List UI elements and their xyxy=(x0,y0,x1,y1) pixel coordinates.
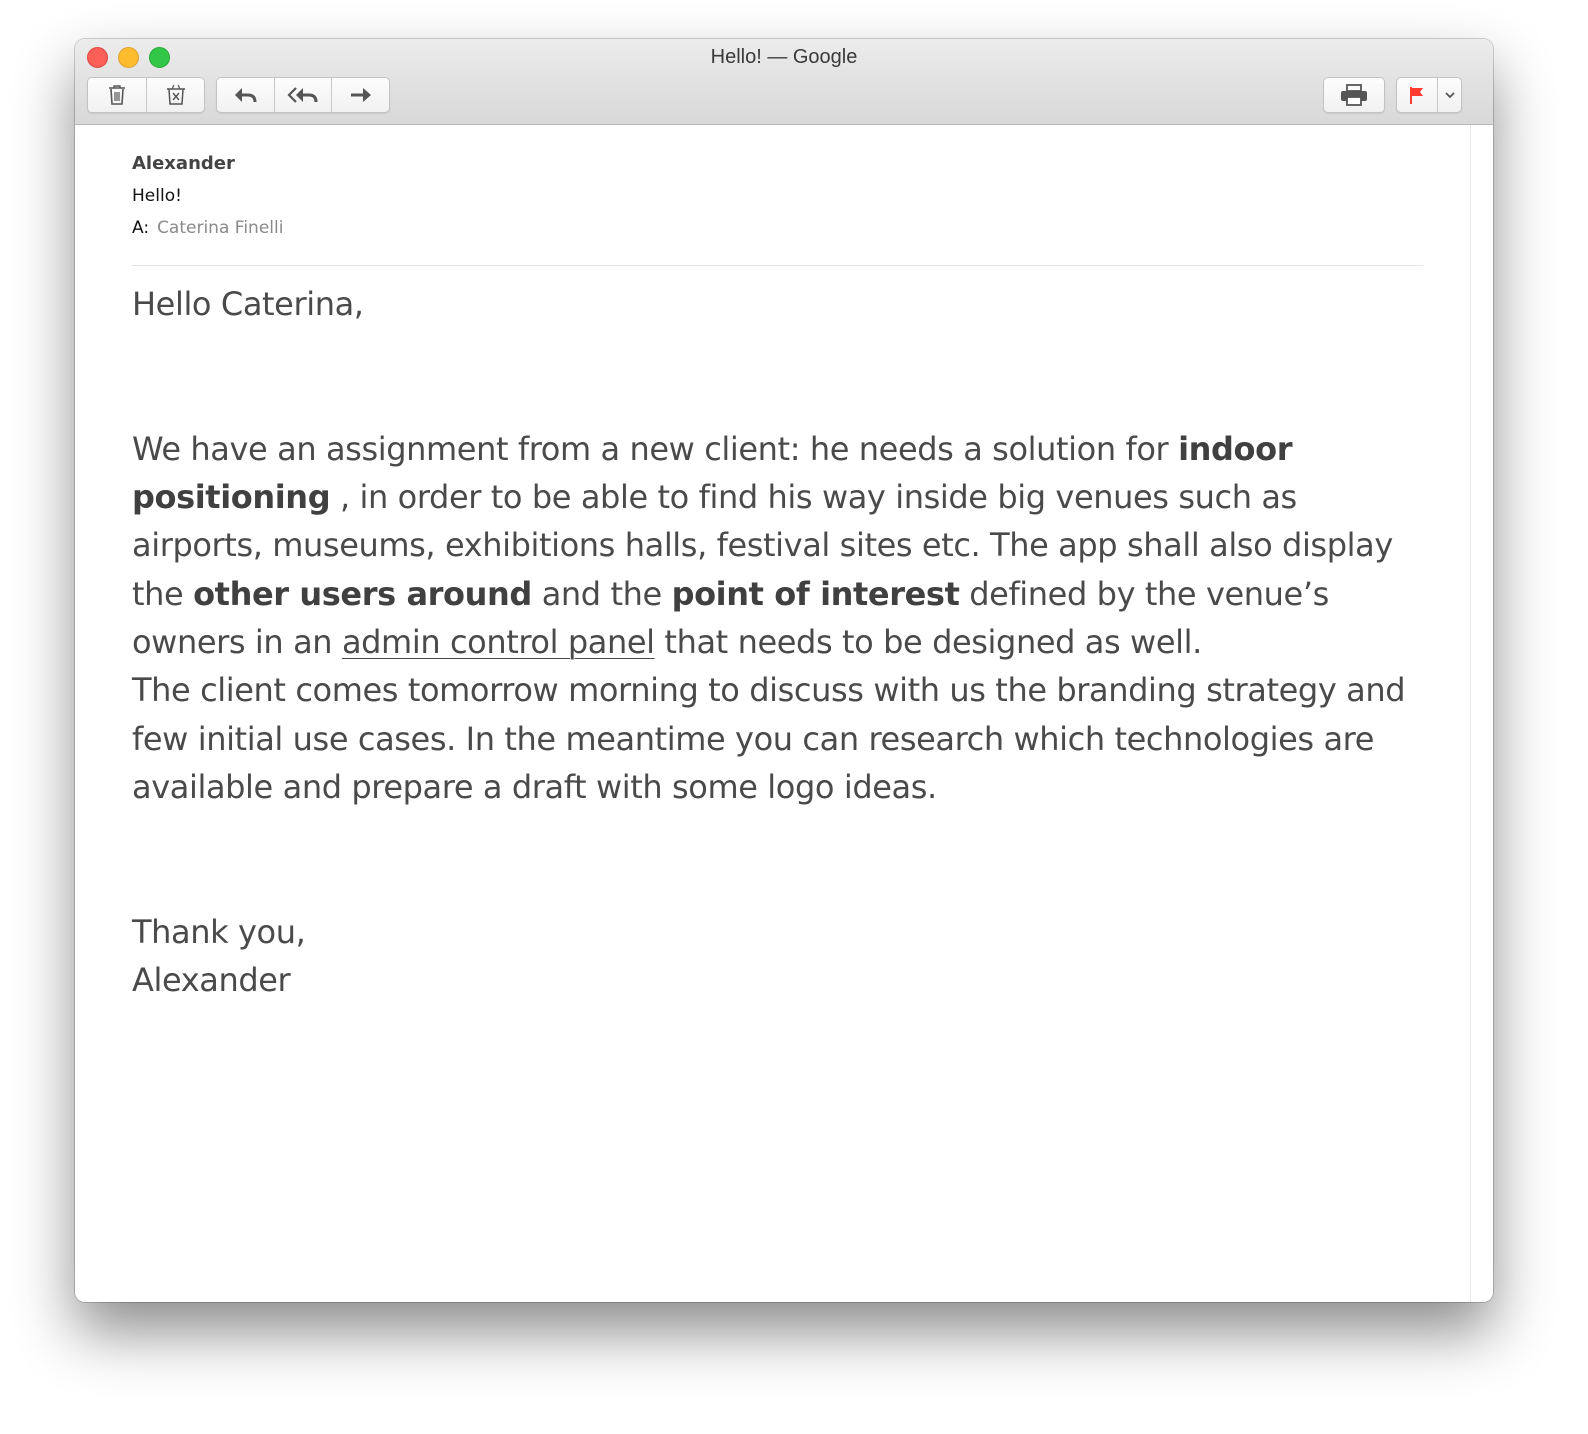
body-paragraph-2: The client comes tomorrow morning to discuss with us the branding strategy and few initial use cases. In the meantime you can research which technologies are available and prepare a draft with some logo ideas. xyxy=(132,671,1406,806)
header-divider xyxy=(132,265,1423,266)
forward-button[interactable] xyxy=(332,78,389,112)
junk-button[interactable] xyxy=(147,78,204,112)
flag-group xyxy=(1396,77,1462,113)
forward-icon xyxy=(348,85,374,105)
recipient-row xyxy=(132,218,283,238)
message-body xyxy=(132,280,1412,1004)
emphasis-indoor-positioning: indoor positioning xyxy=(132,429,1293,517)
reply-icon xyxy=(232,85,258,105)
trash-icon xyxy=(106,83,128,107)
greeting: Hello Caterina, xyxy=(132,285,364,323)
mail-window xyxy=(75,39,1493,1302)
print-group xyxy=(1323,77,1385,113)
body-text: We have an assignment from a new client: he needs a solution for xyxy=(132,429,1179,468)
title-bar[interactable] xyxy=(75,39,1493,125)
printer-icon xyxy=(1339,83,1369,107)
flag-button[interactable] xyxy=(1397,78,1438,112)
body-text: , in order to be able to find his way inside big venues such as airports, museums, exhibitions halls, festival sites etc. The app shall also display the xyxy=(132,478,1393,613)
to-label: A: xyxy=(132,218,150,238)
sender-name: Alexander xyxy=(132,153,235,174)
flag-menu-button[interactable] xyxy=(1438,78,1461,112)
delete-junk-group xyxy=(87,77,205,113)
message-view xyxy=(75,125,1493,1302)
reply-forward-group xyxy=(216,77,390,113)
emphasis-point-of-interest: point of interest xyxy=(671,574,960,613)
closing: Thank you, xyxy=(132,912,306,951)
reply-all-icon xyxy=(287,85,319,105)
recipient-name[interactable]: Caterina Finelli xyxy=(157,218,284,238)
signature: Alexander xyxy=(132,961,291,1000)
body-paragraph-1 xyxy=(132,425,1412,666)
reply-all-button[interactable] xyxy=(275,78,333,112)
body-text: and the xyxy=(531,574,672,613)
emphasis-other-users: other users around xyxy=(193,574,532,613)
window-title: Hello! — Google xyxy=(710,46,858,68)
chevron-down-icon xyxy=(1444,90,1456,100)
delete-button[interactable] xyxy=(88,78,147,112)
print-button[interactable] xyxy=(1324,78,1384,112)
message-subject: Hello! xyxy=(132,186,182,206)
scroll-area-edge xyxy=(1470,125,1471,1302)
admin-control-panel-link[interactable]: admin control panel xyxy=(341,623,655,662)
flag-icon xyxy=(1408,85,1426,105)
junk-icon xyxy=(164,83,188,107)
body-text: that needs to be designed as well. xyxy=(654,623,1202,662)
reply-button[interactable] xyxy=(217,78,275,112)
body-text: defined by the venue’s owners in an xyxy=(132,574,1329,662)
